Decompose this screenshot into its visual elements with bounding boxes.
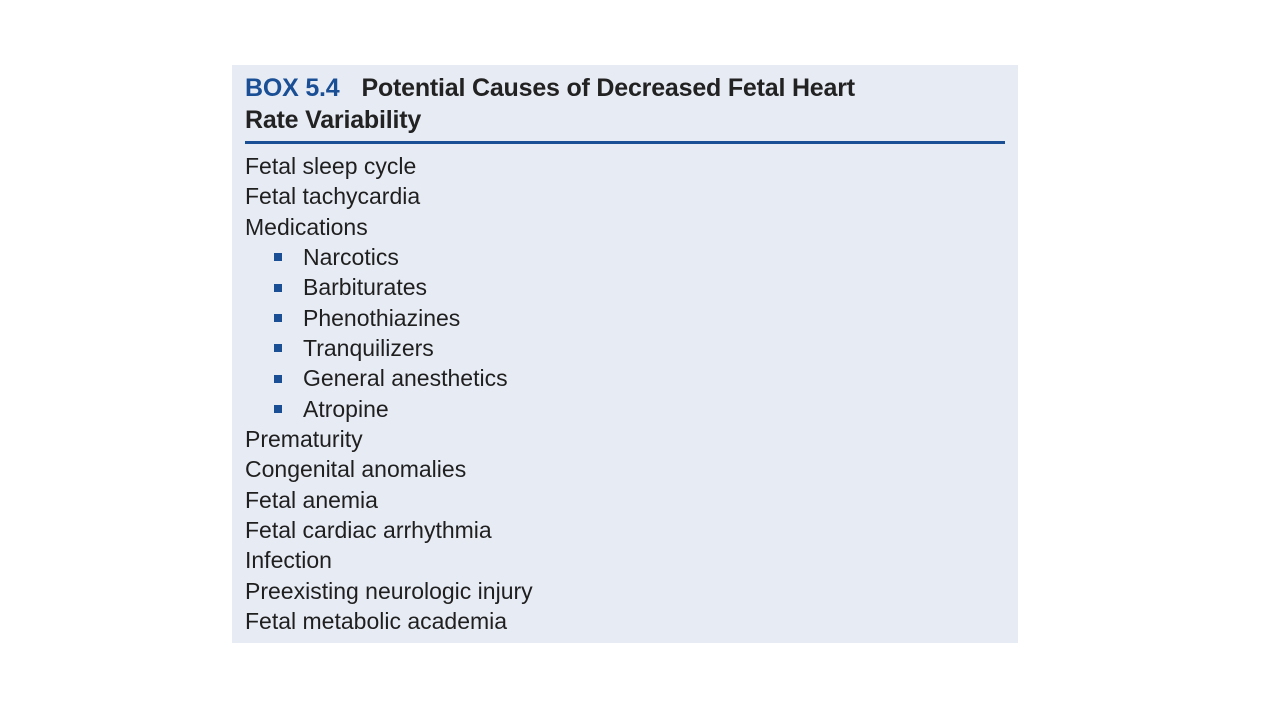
info-box bbox=[232, 65, 1018, 643]
medication-label: Atropine bbox=[303, 395, 389, 422]
medications-group bbox=[245, 242, 533, 424]
medication-label: Phenothiazines bbox=[303, 304, 461, 331]
square-bullet-icon bbox=[274, 314, 282, 322]
medication-item bbox=[245, 303, 533, 333]
square-bullet-icon bbox=[274, 284, 282, 292]
list-item: Fetal tachycardia bbox=[245, 183, 421, 210]
medication-item bbox=[245, 242, 533, 272]
list-item: Fetal sleep cycle bbox=[245, 153, 417, 179]
square-bullet-icon bbox=[274, 405, 282, 413]
list-item: Fetal anemia bbox=[245, 486, 378, 513]
list-item: Infection bbox=[245, 547, 332, 574]
medications-list bbox=[245, 242, 533, 424]
square-bullet-icon bbox=[274, 344, 282, 352]
medication-label: Tranquilizers bbox=[303, 335, 434, 362]
box-title-line-1 bbox=[245, 72, 1005, 104]
square-bullet-icon bbox=[274, 253, 282, 261]
causes-list bbox=[245, 151, 533, 637]
box-title-text: Potential Causes of Decreased Fetal Heart bbox=[361, 74, 855, 102]
box-title bbox=[245, 72, 1005, 136]
medication-item bbox=[245, 272, 533, 302]
medication-label: Narcotics bbox=[303, 244, 399, 271]
box-label: BOX 5.4 bbox=[245, 74, 340, 102]
list-item: Medications bbox=[245, 213, 368, 240]
list-item: Prematurity bbox=[245, 426, 363, 453]
title-divider bbox=[245, 141, 1005, 144]
list-item: Fetal cardiac arrhythmia bbox=[245, 517, 492, 544]
medication-item bbox=[245, 363, 533, 393]
list-item: Fetal metabolic academia bbox=[245, 608, 508, 635]
medication-item bbox=[245, 333, 533, 363]
medication-label: General anesthetics bbox=[303, 365, 508, 392]
medication-label: Barbiturates bbox=[303, 274, 428, 301]
list-item: Congenital anomalies bbox=[245, 456, 467, 483]
list-item: Preexisting neurologic injury bbox=[245, 577, 533, 604]
square-bullet-icon bbox=[274, 375, 282, 383]
box-title-line-2: Rate Variability bbox=[245, 106, 422, 134]
medication-item bbox=[245, 394, 533, 424]
